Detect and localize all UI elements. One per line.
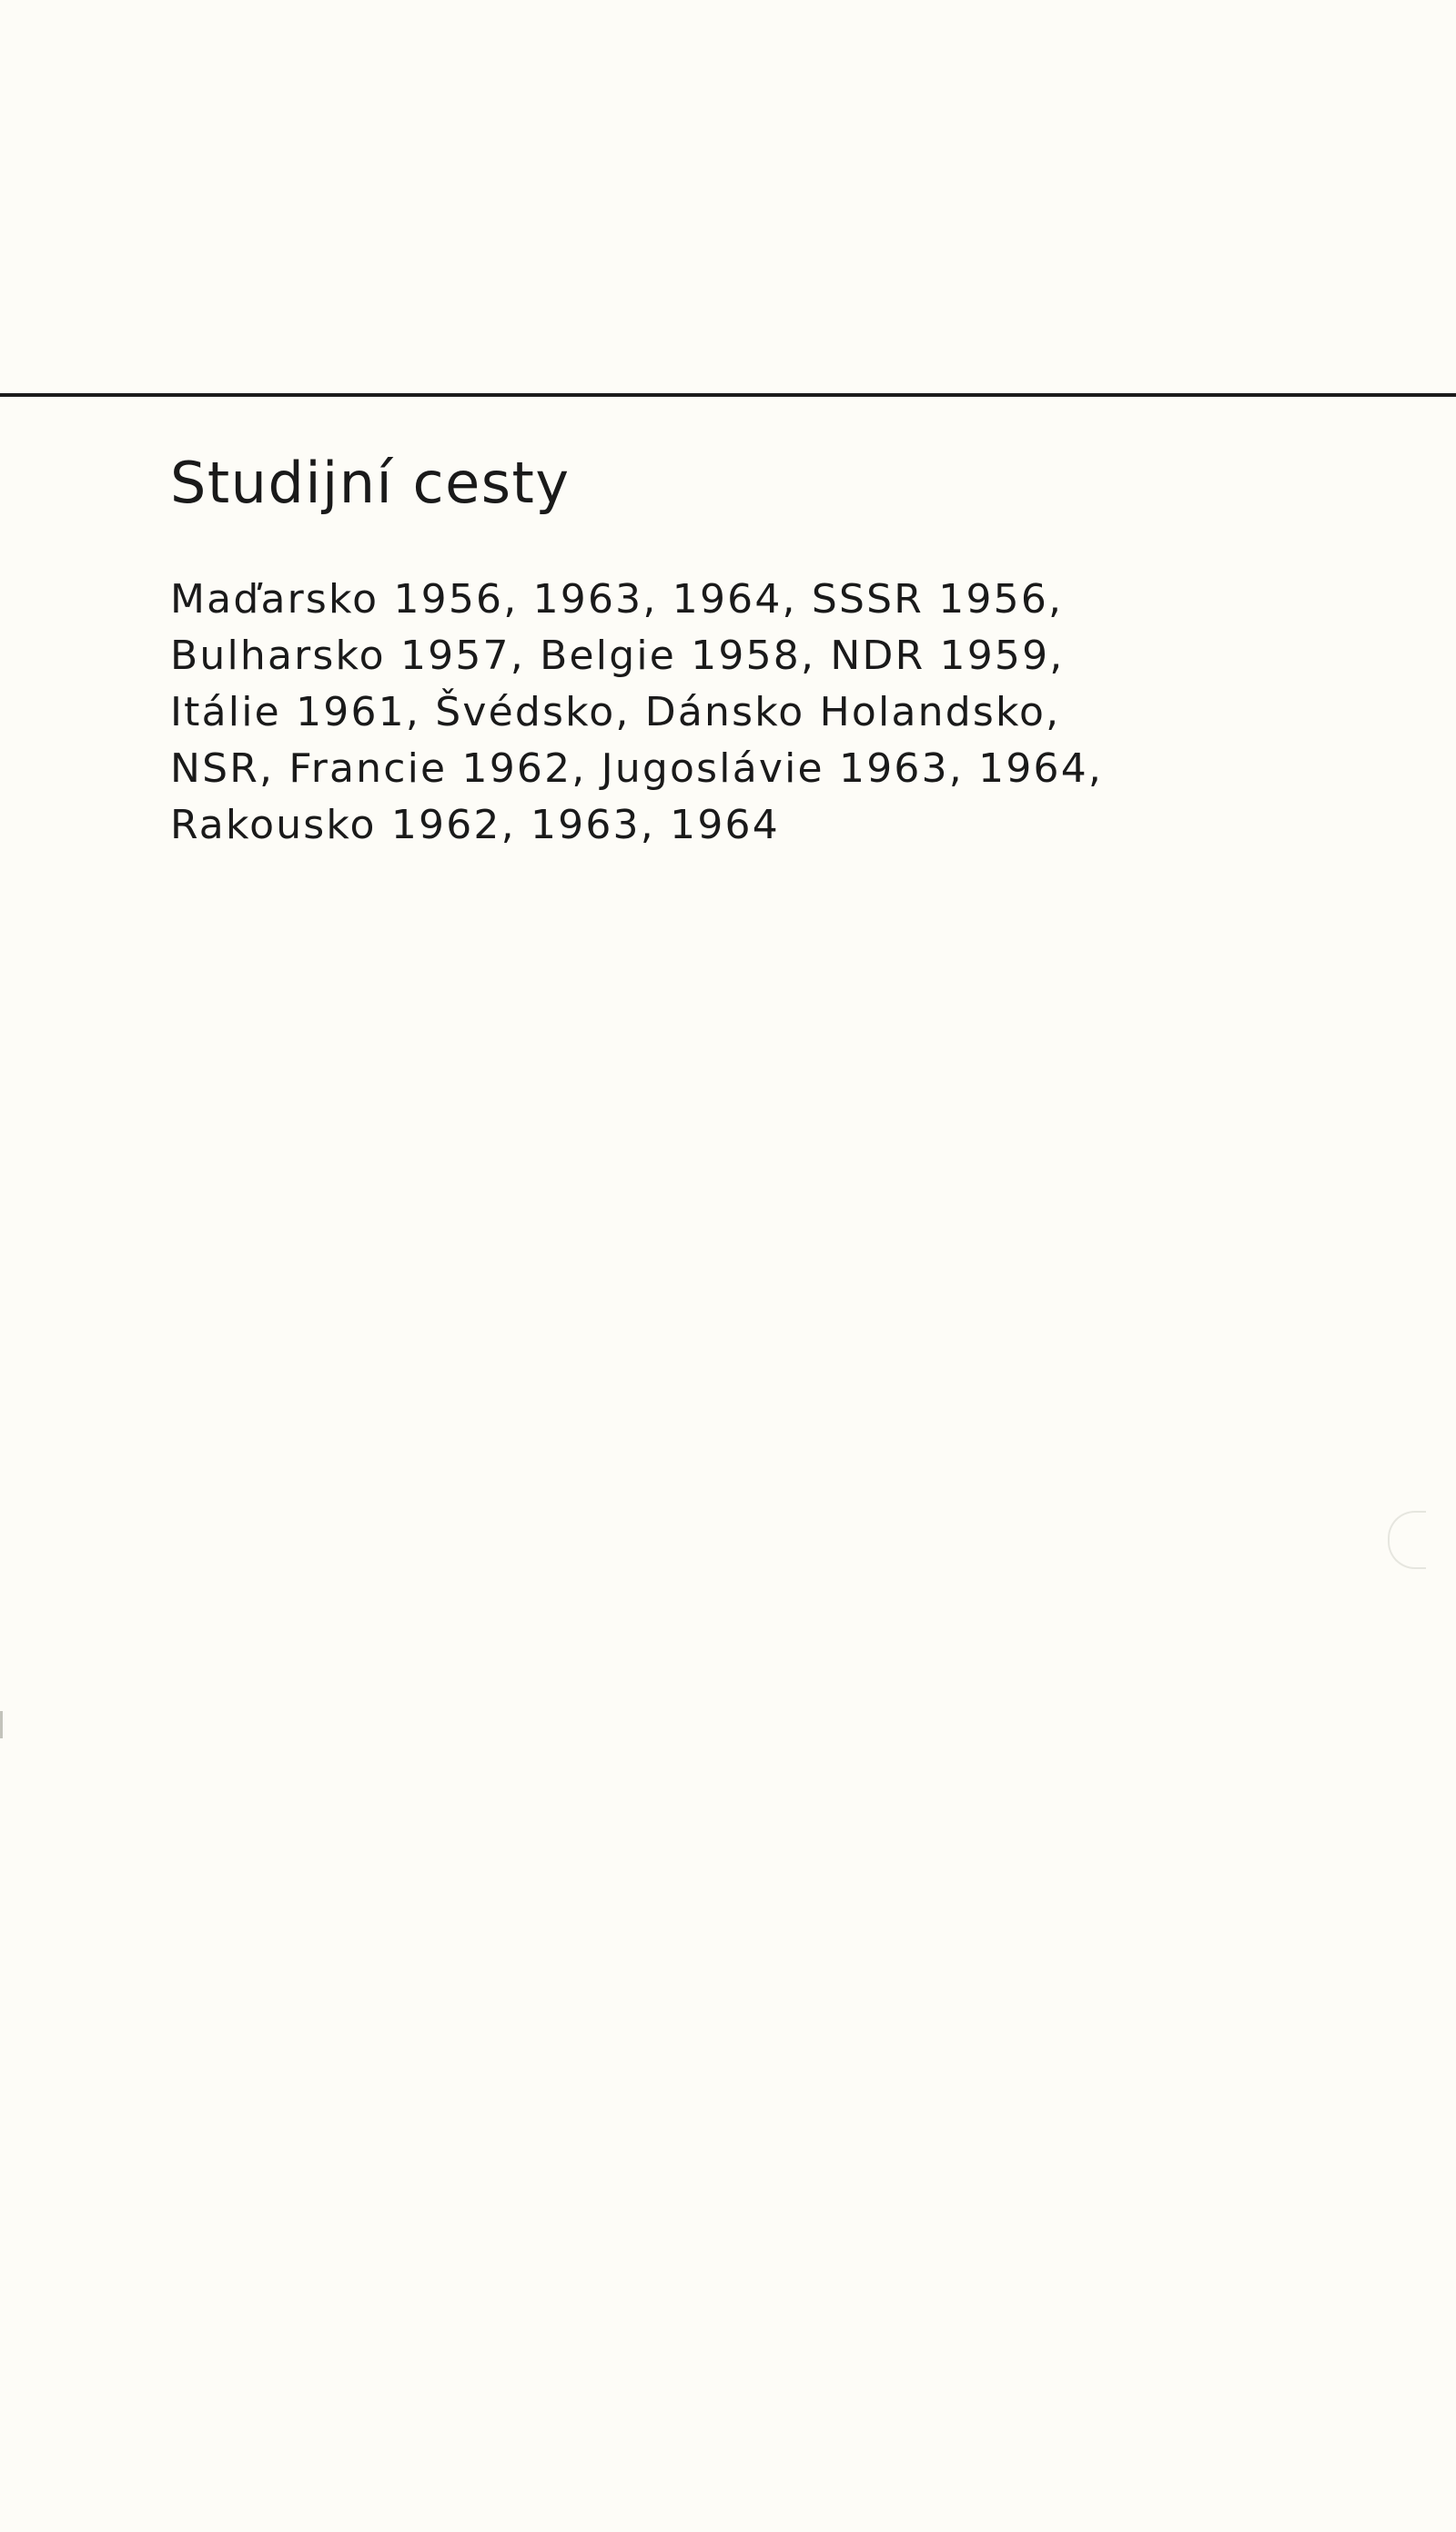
scan-edge-mark — [0, 1711, 3, 1738]
study-trips-line: Maďarsko 1956, 1963, 1964, SSSR 1956, — [170, 576, 1064, 623]
section-title: Studijní cesty — [170, 450, 571, 516]
study-trips-line: Rakousko 1962, 1963, 1964 — [170, 802, 780, 848]
study-trips-list — [170, 572, 1103, 854]
study-trips-line: NSR, Francie 1962, Jugoslávie 1963, 1964, — [170, 745, 1104, 792]
study-trips-line: Itálie 1961, Švédsko, Dánsko Holandsko, — [170, 689, 1061, 735]
study-trips-line: Bulharsko 1957, Belgie 1958, NDR 1959, — [170, 633, 1065, 679]
horizontal-rule — [0, 393, 1456, 397]
scan-artifact — [1388, 1511, 1426, 1569]
